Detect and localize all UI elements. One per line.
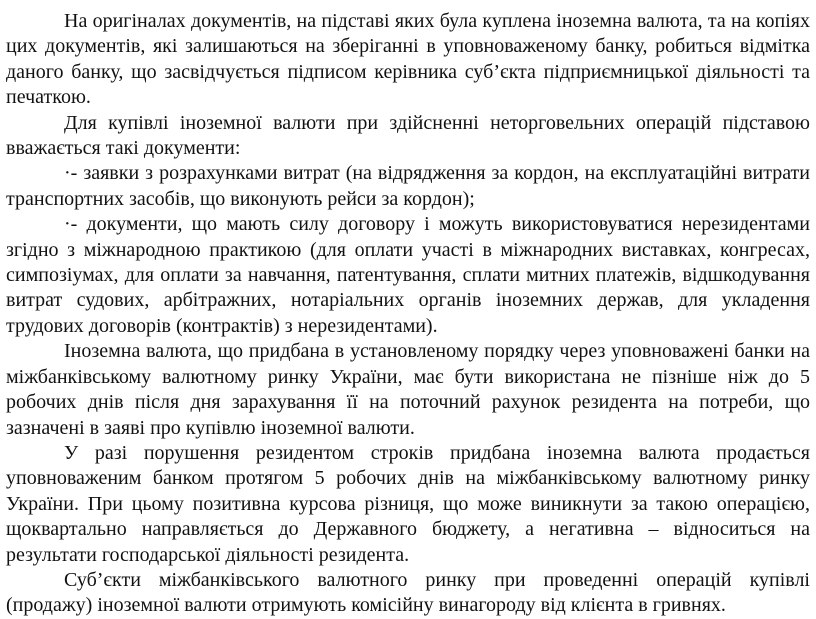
paragraph-currency-usage-term: Іноземна валюта, що придбана в установленому порядку через уповноважені банки на міжбанківському валютному ринку України, має бути використана не пізніше ніж до 5 робочих днів після дня зарахування її на поточний рахунок резидента на потреби, що зазначені в заяві про купівлю іноземної валюти. xyxy=(6,340,810,439)
list-item-travel-expense-requests: ·- заявки з розрахунками витрат (на відрядження за кордон, на експлуатаційні витрати транспортних засобів, що виконують рейси за кордон); xyxy=(6,162,810,210)
paragraph-non-trade-operations: Для купівлі іноземної валюти при здійсненні неторговельних операцій підставою вважається такі документи: xyxy=(6,111,810,160)
paragraph-commission-fee: Суб’єкти міжбанківського валютного ринку при проведенні операцій купівлі (продажу) іноземної валюти отримують комісійну винагороду від клієнта в гривнях. xyxy=(6,568,810,617)
paragraph-documents-marking: На оригіналах документів, на підставі яких була куплена іноземна валюта, та на копіях цих документів, які залишаються на зберіганні в уповноваженому банку, робиться відмітка даного банку, що засвідчується підписом керівника суб’єкта підприємницької діяльності та печаткою. xyxy=(6,10,810,109)
list-item-contract-documents: ·- документи, що мають силу договору і можуть використовуватися нерезидентами згідно з міжнародною практикою (для оплати участі в міжнародних виставках, конгресах, симпозіумах, для оплати за навчання, патентування, сплати митних платежів, відшкодування витрат судових, арбітражних, нотаріальних органів іноземних держав, для укладення трудових договорів (контрактів) з нерезидентами). xyxy=(6,213,810,337)
paragraph-term-violation: У разі порушення резидентом строків придбана іноземна валюта продається уповноваженим банком протягом 5 робочих днів на міжбанківському валютному ринку України. При цьому позитивна курсова різниця, що може виникнути за такою операцією, щоквартально направляється до Державного бюджету, а негативна – відноситься на результати господарської діяльності резидента. xyxy=(6,441,810,566)
